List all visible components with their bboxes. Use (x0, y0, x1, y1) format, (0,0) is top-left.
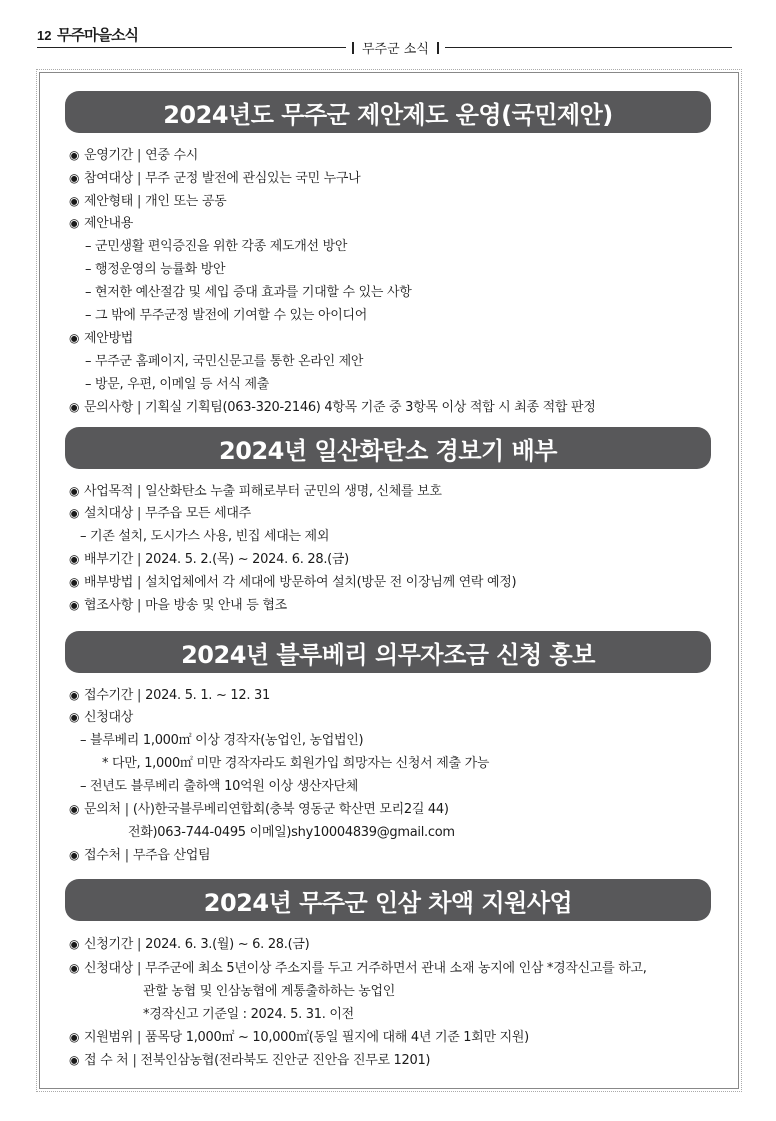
bullet-icon: ◉ (69, 710, 80, 724)
item-text: 설치업체에서 각 세대에 방문하여 설치(방문 전 이장님께 연락 예정) (145, 575, 517, 590)
separator: | (132, 1053, 137, 1068)
divider-tick (352, 42, 354, 54)
item-label: 사업목적 (84, 484, 134, 499)
list-item (69, 167, 360, 186)
bullet-icon: ◉ (69, 400, 80, 414)
item-label: 신청대상 (84, 710, 134, 725)
sub-item: – 무주군 홈페이지, 국민신문고를 통한 온라인 제안 (85, 354, 364, 369)
bullet-icon: ◉ (69, 331, 80, 345)
item-label: 참여대상 (84, 171, 134, 186)
sub-item: – 현저한 예산절감 및 세입 증대 효과를 기대할 수 있는 사항 (85, 285, 412, 300)
separator: | (137, 506, 142, 521)
bullet-icon: ◉ (69, 937, 80, 951)
separator: | (124, 848, 129, 863)
separator: | (137, 194, 142, 209)
item-text: 무주읍 산업팀 (132, 848, 211, 863)
item-label: 협조사항 (84, 598, 134, 613)
page-number: 12 (37, 28, 52, 43)
section-label: 무주군 소식 (362, 42, 429, 57)
item-label: 문의처 (84, 802, 121, 817)
bullet-icon: ◉ (69, 484, 80, 498)
separator: | (137, 400, 142, 415)
list-item (69, 480, 442, 499)
section-3-title: 2024년 블루베리 의무자조금 신청 홍보 (65, 631, 711, 673)
separator: | (137, 575, 142, 590)
list-item (69, 844, 210, 863)
sub-item: – 기존 설치, 도시가스 사용, 빈집 세대는 제외 (80, 529, 330, 544)
list-item (69, 1026, 529, 1045)
item-label: 신청기간 (84, 937, 134, 952)
item-text: 무주읍 모든 세대주 (145, 506, 251, 521)
item-text: 무주군에 최소 5년이상 주소지를 두고 거주하면서 관내 소재 농지에 인삼 *경작신고를 하고, (145, 961, 647, 976)
item-text: 무주 군정 발전에 관심있는 국민 누구나 (145, 171, 361, 186)
separator: | (137, 148, 142, 163)
sub-item: – 방문, 우편, 이메일 등 서식 제출 (85, 377, 269, 392)
sub-item: – 군민생활 편익증진을 위한 각종 제도개선 방안 (85, 239, 348, 254)
bullet-icon: ◉ (69, 688, 80, 702)
bullet-icon: ◉ (69, 171, 80, 185)
item-text: 품목당 1,000㎡ ~ 10,000㎡(동일 필지에 대해 4년 기준 1회만 지원) (145, 1030, 529, 1045)
note-item: * 다만, 1,000㎡ 미만 경작자라도 회원가입 희망자는 신청서 제출 가능 (102, 756, 490, 771)
bullet-icon: ◉ (69, 598, 80, 612)
bullet-icon: ◉ (69, 1053, 80, 1067)
list-item (69, 571, 516, 590)
list-item (69, 684, 270, 703)
item-label: 설치대상 (84, 506, 134, 521)
section-1-title: 2024년도 무주군 제안제도 운영(국민제안) (65, 91, 711, 133)
separator: | (137, 484, 142, 499)
list-item (69, 957, 647, 976)
item-label: 문의사항 (84, 400, 134, 415)
list-item (69, 594, 287, 613)
separator: | (137, 937, 142, 952)
section-4-title: 2024년 무주군 인삼 차액 지원사업 (65, 879, 711, 921)
list-item (69, 548, 349, 567)
continuation-line: 관할 농협 및 인삼농협에 계통출하하는 농업인 (143, 984, 396, 999)
list-item (69, 190, 226, 209)
section-label-box (346, 38, 445, 57)
bullet-icon: ◉ (69, 506, 80, 520)
item-text: 전북인삼농협(전라북도 진안군 진안읍 진무로 1201) (140, 1053, 431, 1068)
item-label: 신청대상 (84, 961, 134, 976)
list-item (69, 327, 133, 346)
bullet-icon: ◉ (69, 1030, 80, 1044)
separator: | (124, 802, 129, 817)
bullet-icon: ◉ (69, 552, 80, 566)
item-text: 일산화탄소 누출 피해로부터 군민의 생명, 신체를 보호 (145, 484, 442, 499)
item-text: (사)한국블루베리연합회(충북 영동군 학산면 모리2길 44) (132, 802, 449, 817)
item-label: 접수처 (84, 848, 121, 863)
list-item (69, 706, 133, 725)
separator: | (137, 598, 142, 613)
separator: | (137, 1030, 142, 1045)
separator: | (137, 552, 142, 567)
bullet-icon: ◉ (69, 961, 80, 975)
list-item (69, 144, 198, 163)
bullet-icon: ◉ (69, 216, 80, 230)
item-label: 지원범위 (84, 1030, 134, 1045)
item-label: 제안방법 (84, 331, 134, 346)
divider-tick (437, 42, 439, 54)
item-label: 접수기간 (84, 688, 134, 703)
sub-item: – 전년도 블루베리 출하액 10억원 이상 생산자단체 (80, 779, 359, 794)
item-text: 연중 수시 (145, 148, 199, 163)
list-item (69, 396, 595, 415)
list-item (69, 1049, 430, 1068)
bullet-icon: ◉ (69, 148, 80, 162)
bullet-icon: ◉ (69, 802, 80, 816)
bullet-icon: ◉ (69, 848, 80, 862)
list-item (69, 212, 133, 231)
list-item (69, 502, 251, 521)
item-label: 제안형태 (84, 194, 134, 209)
page-header (0, 0, 776, 60)
continuation-line: 전화)063-744-0495 이메일)shy10004839@gmail.com (128, 825, 455, 840)
newsletter-logo: 무주마을소식 (57, 26, 138, 44)
item-text: 기획실 기획팀(063-320-2146) 4항목 기준 중 3항목 이상 적합 시 최종 적합 판정 (145, 400, 596, 415)
sub-item: – 블루베리 1,000㎡ 이상 경작자(농업인, 농업법인) (80, 733, 364, 748)
list-item (69, 798, 449, 817)
separator: | (137, 961, 142, 976)
section-2-title: 2024년 일산화탄소 경보기 배부 (65, 427, 711, 469)
list-item (69, 933, 309, 952)
continuation-line: *경작신고 기준일 : 2024. 5. 31. 이전 (143, 1007, 354, 1022)
item-label: 배부방법 (84, 575, 134, 590)
bullet-icon: ◉ (69, 194, 80, 208)
item-text: 개인 또는 공동 (145, 194, 227, 209)
bullet-icon: ◉ (69, 575, 80, 589)
item-text: 마을 방송 및 안내 등 협조 (145, 598, 287, 613)
item-label: 제안내용 (84, 216, 134, 231)
item-text: 2024. 5. 1. ~ 12. 31 (145, 688, 270, 703)
item-text: 2024. 5. 2.(목) ~ 2024. 6. 28.(금) (145, 552, 349, 567)
sub-item: – 그 밖에 무주군정 발전에 기여할 수 있는 아이디어 (85, 308, 368, 323)
separator: | (137, 171, 142, 186)
sub-item: – 행정운영의 능률화 방안 (85, 262, 226, 277)
separator: | (137, 688, 142, 703)
item-text: 2024. 6. 3.(월) ~ 6. 28.(금) (145, 937, 310, 952)
item-label: 배부기간 (84, 552, 134, 567)
item-label: 접 수 처 (84, 1053, 129, 1068)
item-label: 운영기간 (84, 148, 134, 163)
